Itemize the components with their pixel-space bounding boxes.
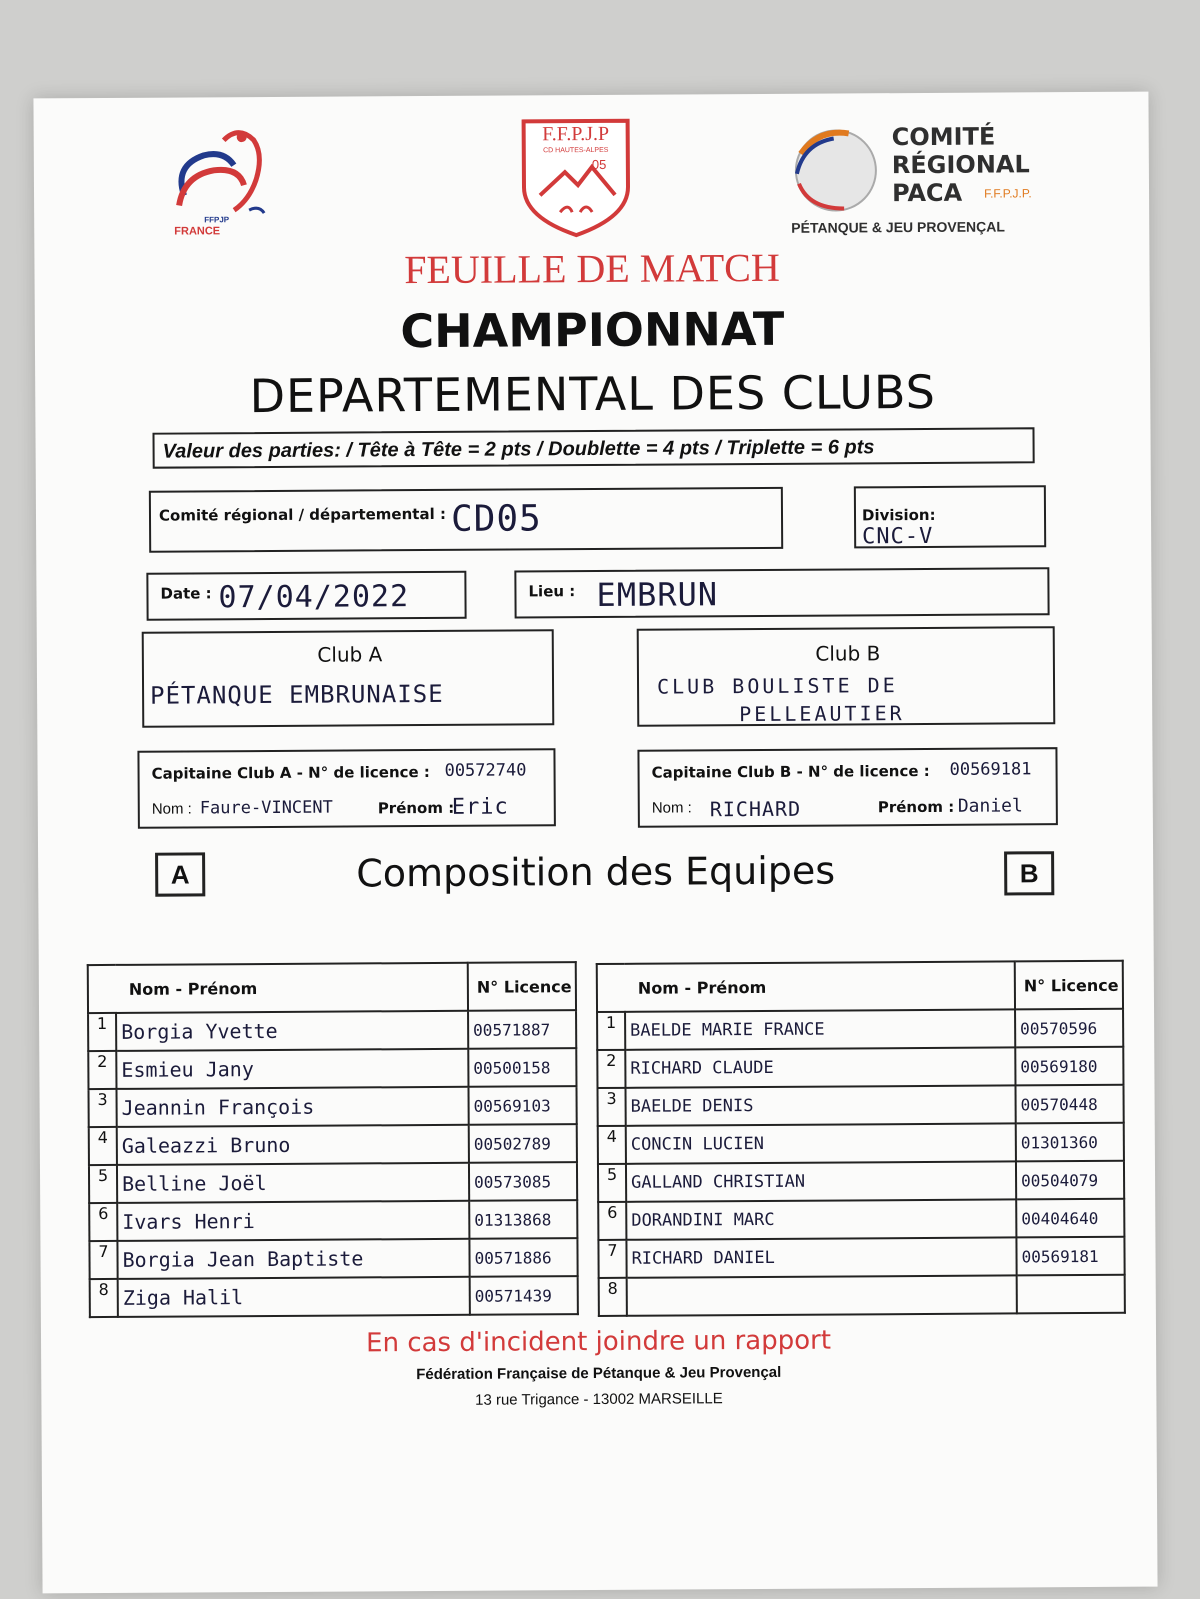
comite-value: CD05: [450, 498, 542, 540]
division-value: CNC-V: [862, 523, 934, 550]
table-row: [599, 1275, 1125, 1316]
captain-b-nom: RICHARD: [709, 796, 802, 822]
table-row: [598, 1161, 1124, 1202]
captain-b-label: Capitaine Club B - N° de licence :: [651, 761, 930, 782]
ffpjp-france-logo: [164, 125, 275, 241]
player-name: GALLAND CHRISTIAN: [626, 1161, 1016, 1201]
club-a-box: [142, 629, 555, 728]
row-number: 6: [89, 1203, 117, 1241]
petanque-ball-icon: [789, 123, 885, 219]
lieu-box: [514, 567, 1049, 618]
row-number: 7: [89, 1241, 117, 1279]
player-licence: 00504079: [1016, 1161, 1124, 1200]
paca-tag: F.F.P.J.P.: [984, 186, 1032, 201]
club-b-box: [637, 626, 1056, 727]
table-row: [597, 1009, 1123, 1050]
lieu-label: Lieu :: [528, 582, 576, 601]
table-row: [88, 1010, 576, 1051]
captain-a-label: Capitaine Club A - N° de licence :: [151, 763, 430, 783]
player-name: [627, 1275, 1017, 1315]
player-name: Ivars Henri: [117, 1201, 469, 1241]
player-licence: 00571886: [469, 1238, 577, 1277]
player-licence: 00404640: [1016, 1199, 1124, 1238]
row-number: 3: [597, 1088, 625, 1126]
player-licence: 00573085: [469, 1162, 577, 1201]
captain-a-licence: 00572740: [444, 760, 527, 781]
player-licence: [1017, 1275, 1125, 1314]
player-name: Esmieu Jany: [116, 1049, 468, 1089]
lieu-value: EMBRUN: [596, 575, 719, 614]
player-licence: 00569181: [1016, 1237, 1124, 1276]
player-licence: 01313868: [469, 1200, 577, 1239]
paca-line3: PACA: [891, 178, 963, 208]
team-a-table: [87, 961, 579, 1318]
player-name: BAELDE DENIS: [625, 1085, 1015, 1125]
team-a-col-licence: N° Licence: [468, 962, 576, 1011]
logo-ffpjp-text: F.F.P.J.P: [542, 122, 610, 146]
player-name: RICHARD CLAUDE: [625, 1047, 1015, 1087]
division-box: [854, 485, 1046, 548]
row-number: 6: [598, 1202, 626, 1240]
player-licence: 00569180: [1015, 1047, 1123, 1086]
captain-b-prenom-label: Prénom :: [877, 797, 955, 817]
table-row: [90, 1276, 578, 1317]
captain-a-box: [137, 748, 555, 829]
player-name: RICHARD DANIEL: [626, 1237, 1016, 1277]
federation-address: 13 rue Trigance - 13002 MARSEILLE: [475, 1390, 723, 1409]
player-name: Borgia Yvette: [116, 1011, 468, 1051]
match-sheet: [33, 92, 1157, 1594]
row-number: 3: [88, 1089, 116, 1127]
row-number: 5: [598, 1164, 626, 1202]
date-value: 07/04/2022: [218, 579, 410, 616]
paca-subtitle: PÉTANQUE & JEU PROVENÇAL: [791, 218, 1005, 236]
table-row: [597, 1085, 1123, 1126]
team-b-table: [596, 960, 1126, 1317]
player-name: Borgia Jean Baptiste: [117, 1239, 469, 1279]
row-number: 7: [598, 1240, 626, 1278]
player-licence: 00500158: [468, 1048, 576, 1087]
player-name: Jeannin François: [116, 1087, 468, 1127]
composition-title: Composition des Equipes: [356, 848, 836, 896]
table-row: [598, 1123, 1124, 1164]
captain-a-nom: Faure-VINCENT: [199, 797, 333, 819]
departemental-title: DEPARTEMENTAL DES CLUBS: [249, 364, 937, 424]
logo-05-text: 05: [591, 156, 607, 173]
logo-france-text: FRANCE: [174, 225, 221, 238]
player-name: Ziga Halil: [118, 1277, 470, 1317]
federation-name: Fédération Française de Pétanque & Jeu Provençal: [416, 1363, 782, 1384]
incident-notice: En cas d'incident joindre un rapport: [366, 1325, 832, 1359]
championnat-title: CHAMPIONNAT: [400, 301, 785, 359]
table-row: [89, 1162, 577, 1203]
captain-b-box: [637, 747, 1057, 828]
team-b-header-row: [597, 961, 1123, 1012]
row-number: 4: [89, 1127, 117, 1165]
paca-line2: RÉGIONAL: [891, 150, 1030, 180]
row-number: 8: [599, 1278, 627, 1316]
team-b-col-name: Nom - Prénom: [597, 961, 1015, 1012]
player-licence: 01301360: [1016, 1123, 1124, 1162]
row-number: 2: [597, 1050, 625, 1088]
table-row: [88, 1048, 576, 1089]
table-row: [89, 1200, 577, 1241]
logo-small-text: FFPJP: [204, 215, 230, 225]
table-row: [597, 1047, 1123, 1088]
cd-hautes-alpes-logo: [520, 117, 633, 240]
player-licence: 00571887: [468, 1010, 576, 1049]
team-a-col-name: Nom - Prénom: [88, 963, 468, 1013]
captain-b-prenom: Daniel: [957, 795, 1023, 817]
player-licence: 00570596: [1015, 1009, 1123, 1048]
player-name: BAELDE MARIE FRANCE: [625, 1009, 1015, 1049]
captain-b-licence: 00569181: [949, 759, 1032, 780]
club-a-value: PÉTANQUE EMBRUNAISE: [150, 679, 444, 710]
player-name: CONCIN LUCIEN: [626, 1123, 1016, 1163]
club-b-value-line1: CLUB BOULISTE DE: [656, 673, 898, 699]
row-number: 1: [597, 1012, 625, 1050]
team-a-badge-letter: A: [170, 859, 190, 890]
table-row: [89, 1238, 577, 1279]
paca-logo: [789, 122, 1060, 239]
date-label: Date :: [160, 584, 212, 603]
row-number: 5: [89, 1165, 117, 1203]
captain-a-prenom: Eric: [451, 794, 509, 820]
team-a-header-row: [88, 962, 576, 1013]
points-value-box: [152, 427, 1034, 468]
rooster-icon: [164, 125, 275, 221]
comite-box: [149, 487, 783, 553]
table-row: [598, 1199, 1124, 1240]
feuille-de-match-title: FEUILLE DE MATCH: [404, 244, 780, 293]
logo-cd-text: CD HAUTES-ALPES: [543, 146, 609, 155]
comite-label: Comité régional / départemental :: [158, 504, 446, 525]
division-label: Division:: [861, 505, 936, 525]
captain-a-nom-label: Nom :: [151, 800, 192, 818]
club-a-label: Club A: [317, 642, 383, 667]
club-b-value-line2: PELLEAUTIER: [739, 701, 905, 727]
paca-line1: COMITÉ: [891, 122, 996, 152]
row-number: 1: [88, 1013, 116, 1051]
table-row: [88, 1086, 576, 1127]
player-licence: 00569103: [468, 1086, 576, 1125]
club-b-label: Club B: [815, 641, 881, 666]
captain-a-prenom-label: Prénom :: [377, 798, 455, 818]
captain-b-nom-label: Nom :: [651, 799, 692, 817]
table-row: [89, 1124, 577, 1165]
player-name: Galeazzi Bruno: [117, 1125, 469, 1165]
row-number: 4: [598, 1126, 626, 1164]
player-name: Belline Joël: [117, 1163, 469, 1203]
team-b-col-licence: N° Licence: [1015, 961, 1123, 1010]
team-b-badge: [1004, 851, 1054, 895]
points-value-text: Valeur des parties: / Tête à Tête = 2 pts / Doublette = 4 pts / Triplette = 6 pts: [162, 436, 875, 463]
row-number: 2: [88, 1051, 116, 1089]
team-b-badge-letter: B: [1019, 858, 1039, 889]
player-licence: 00570448: [1015, 1085, 1123, 1124]
date-box: [146, 571, 466, 621]
player-name: DORANDINI MARC: [626, 1199, 1016, 1239]
table-row: [598, 1237, 1124, 1278]
player-licence: 00502789: [469, 1124, 577, 1163]
player-licence: 00571439: [470, 1276, 578, 1315]
row-number: 8: [90, 1279, 118, 1317]
